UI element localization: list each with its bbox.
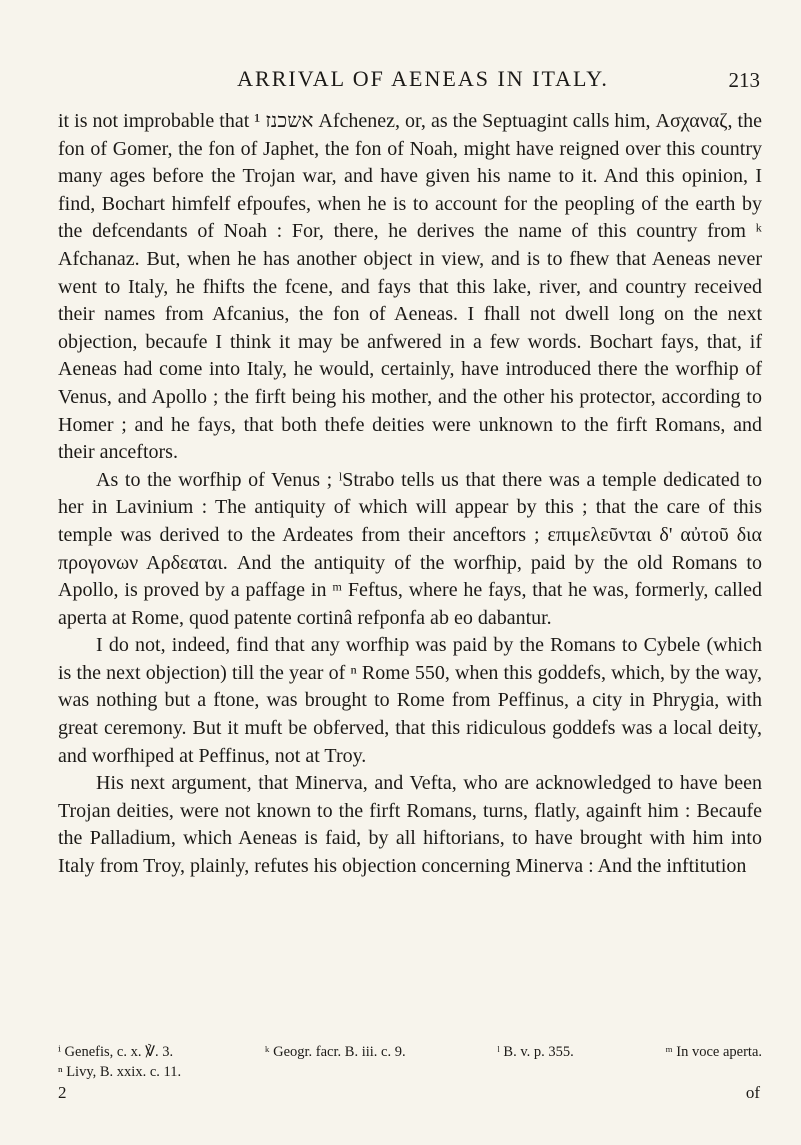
paragraph: it is not improbable that אשכנז ¹ Afchenez, or, as the Septuagint calls him, Ασχαναζ, the fon of Gomer, the fon of Japhet, the fon of Noah, might have reigned over this country many ages before the Trojan war, and have given his name to it. And this opinion, I find, Bochart himfelf efpoufes, when he is to account for the peopling of the earth by the defcendants of Noah : For, there, he derives the name of this country from ᵏ Afchanaz. But, when he has another object in view, and is to fhew that Aeneas never went to Italy, he fhifts the fcene, and fays that this lake, river, and country received their names from Afcanius, the fon of Aeneas. I fhall not dwell long on the next objection, becaufe I think it may be anfwered in a few words. Bochart fays, that, if Aeneas had come into Italy, he would, certainly, have introduced there the worfhip of Venus, and Apollo ; the firft being his mother, and the other his protector, according to Homer ; and he fays, that both thefe deities were unknown to the firft Romans, and their anceftors.	[58, 110, 762, 464]
footnote-l: ˡ B. v. p. 355.	[497, 1044, 574, 1060]
paragraph: As to the worfhip of Venus ; ˡStrabo tells us that there was a temple dedicated to her in Lavinium : The antiquity of which will appear by this ; that the care of this temple was derived to the Ardeates from their anceftors ; επιμελεῦνται δ' αὐτοῦ δια προγονων Αρδεαται. And the antiquity of the worfhip, paid by the old Romans to Apollo, is proved by a paffage in ᵐ Feftus, where he fays, that he was, formerly, called aperta at Rome, quod patente cortinâ refponfa ab eo dabantur.	[58, 468, 762, 629]
footnote-n: ⁿ Livy, B. xxix. c. 11.	[58, 1064, 182, 1080]
footnotes	[58, 1042, 762, 1082]
signature-mark: 2	[58, 1083, 67, 1102]
footnote-k: ᵏ Geogr. facr. B. iii. c. 9.	[264, 1044, 406, 1060]
paragraph: I do not, indeed, find that any worfhip was paid by the Romans to Cybele (which is the next objection) till the year of ⁿ Rome 550, when this goddefs, which, by the way, was nothing but a ftone, was brought to Rome from Peffinus, a city in Phrygia, with great ceremony. But it muft be obferved, that this ridiculous goddefs was a local deity, and worfhiped at Peffinus, not at Troy.	[58, 634, 762, 767]
running-head: ARRIVAL OF AENEAS IN ITALY.	[237, 66, 609, 91]
footnote-row	[58, 1042, 762, 1062]
footnote-i: ⁱ Genefis, c. x. ℣. 3.	[58, 1044, 174, 1060]
catchword: of	[745, 1083, 760, 1102]
body-text	[58, 108, 762, 881]
page-header	[86, 66, 760, 102]
paragraph: His next argument, that Minerva, and Vefta, who are acknowledged to have been Trojan deities, were not known to the firft Romans, turns, flatly, againft him : Becaufe the Palladium, which Aeneas is faid, by all hiftorians, to have brought with him into Italy from Troy, plainly, refutes his objection concerning Minerva : And the inftitution	[58, 772, 762, 878]
page-number: 213	[728, 68, 760, 92]
footnote-row	[58, 1062, 762, 1082]
page-footer	[58, 1083, 762, 1107]
footnote-m: ᵐ In voce aperta.	[665, 1044, 762, 1060]
